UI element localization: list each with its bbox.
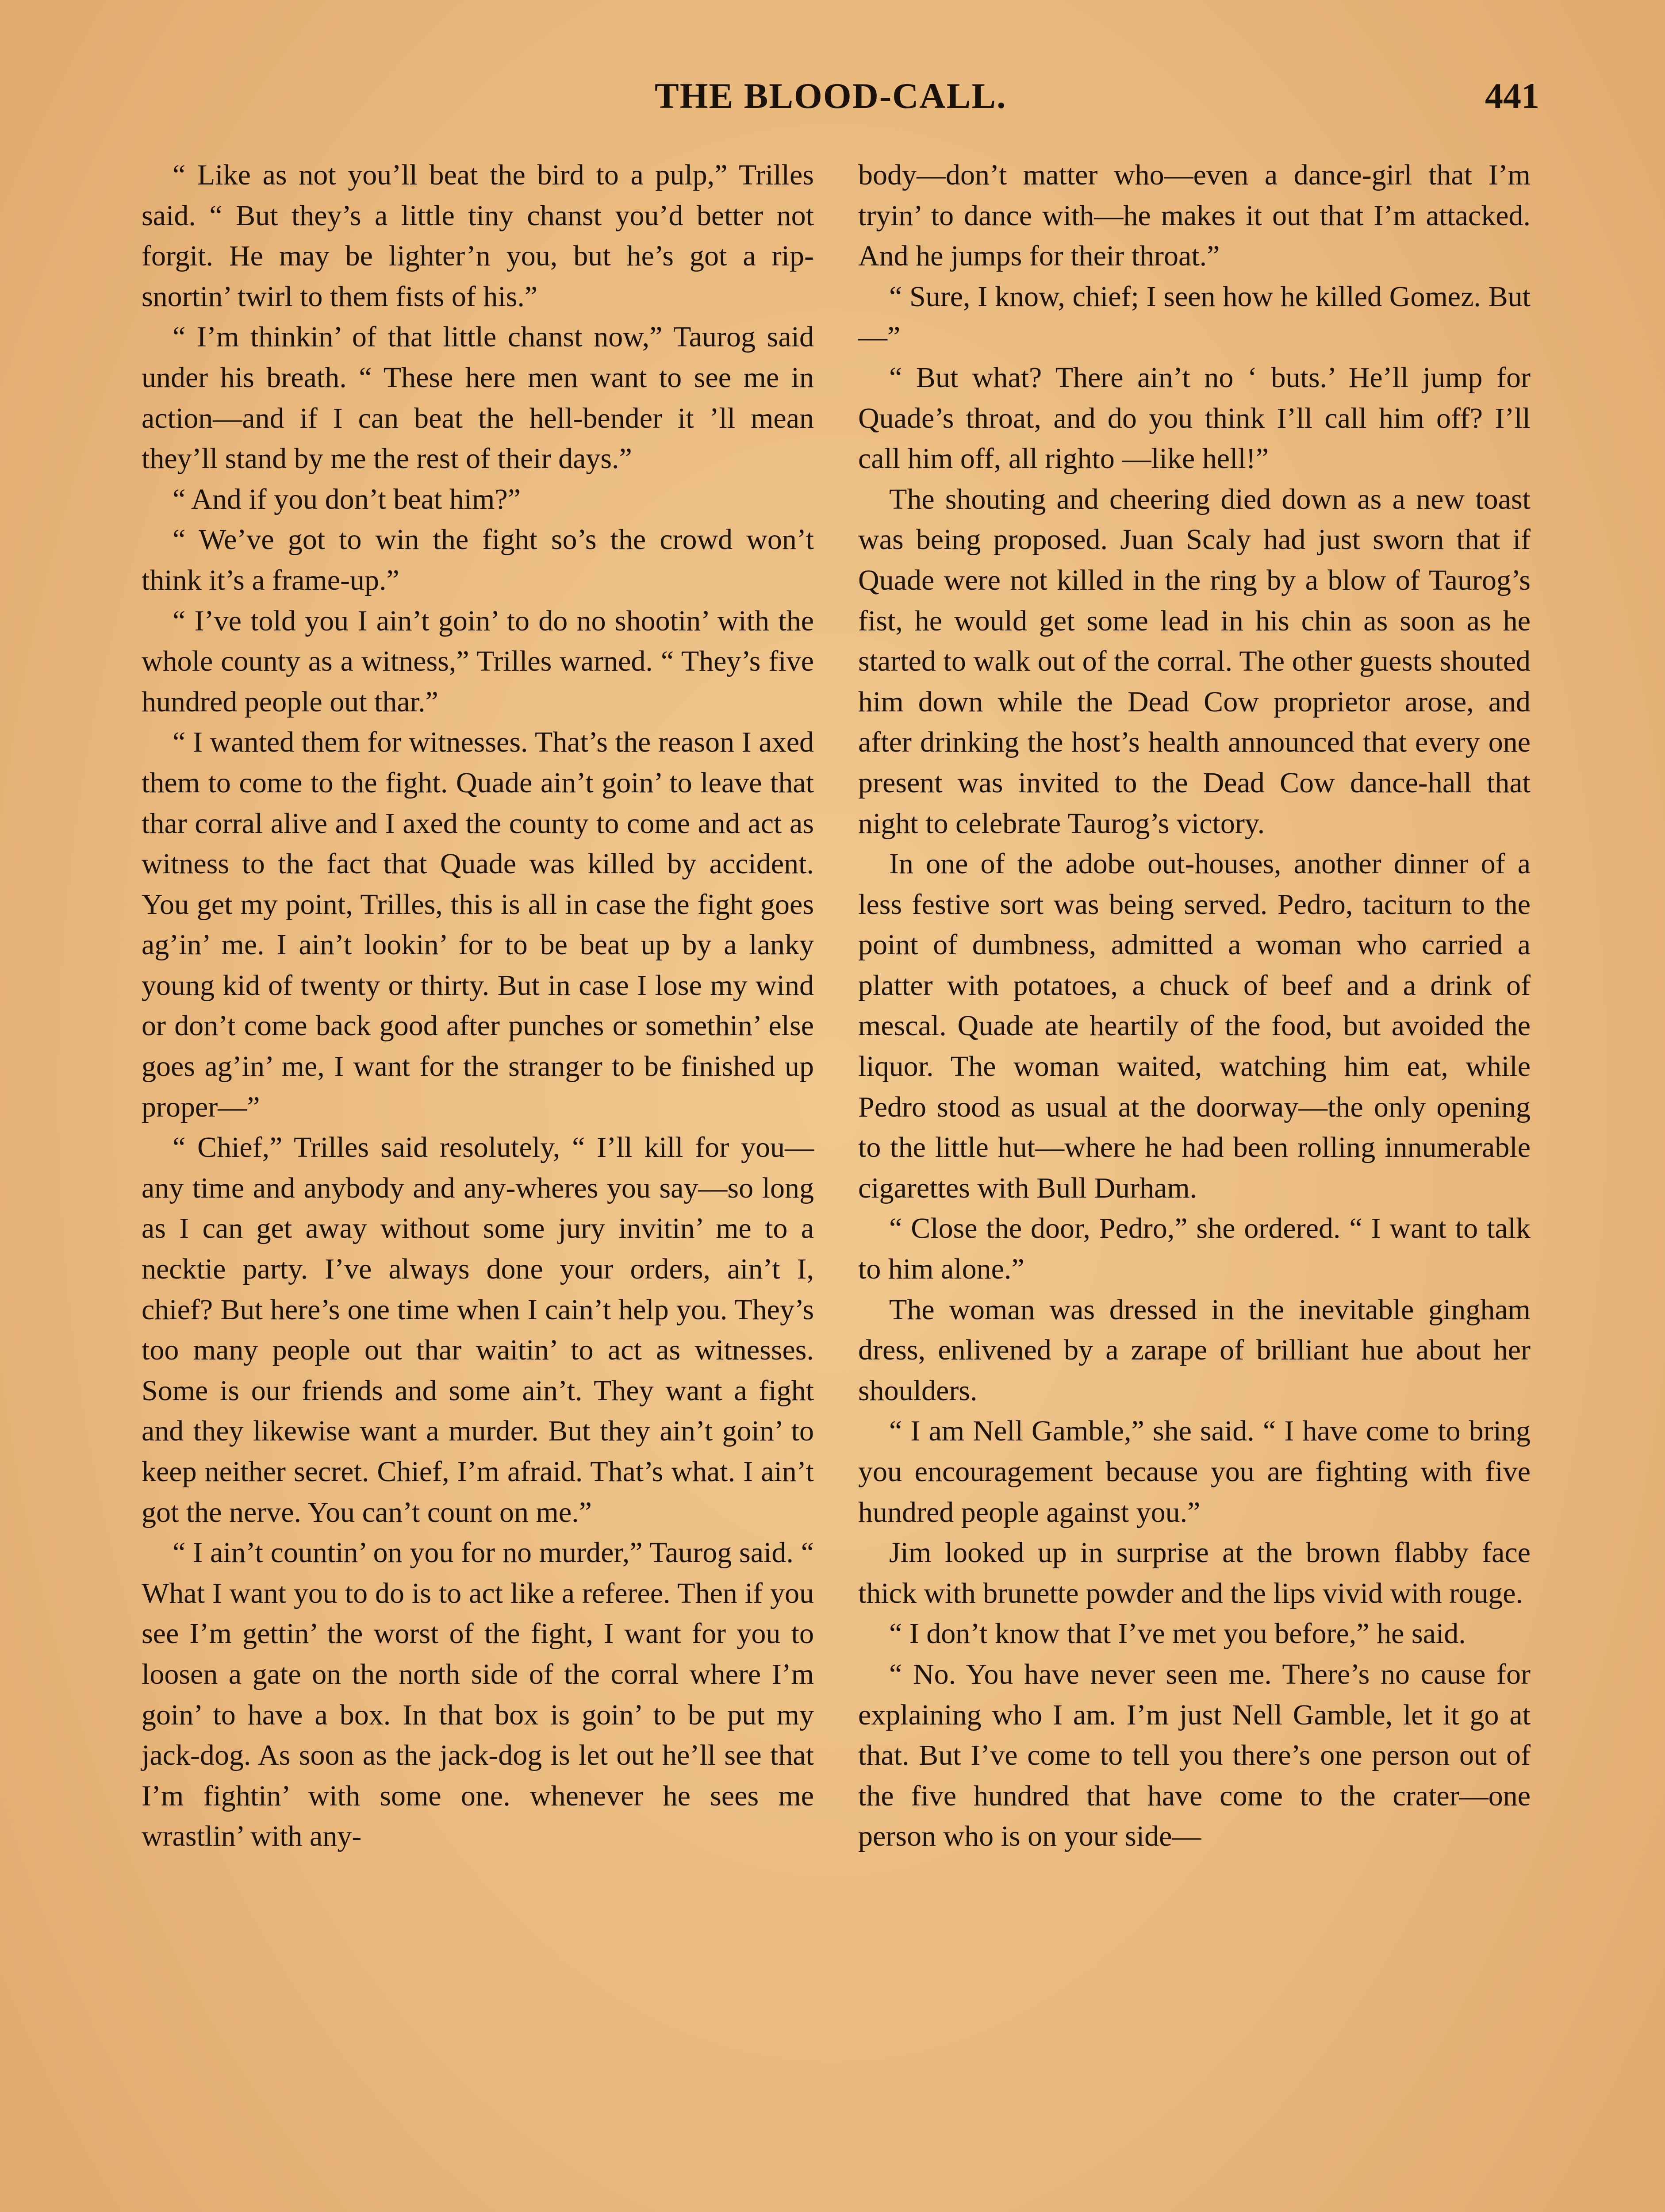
- paragraph: Jim looked up in surprise at the brown flabby face thick with brunette powder and the lips vivid with rouge.: [858, 1536, 1531, 1609]
- paragraph: The woman was dressed in the inevitable gingham dress, enlivened by a zarape of brilliant hue about her shoulders.: [858, 1293, 1531, 1407]
- paragraph: “ Like as not you’ll beat the bird to a pulp,” Trilles said. “ But they’s a little tiny chanst you’d better not forgit. He may be lighter’n you, but he’s got a rip-snortin’ twirl to them fists of his.”: [142, 159, 814, 313]
- right-text-column: [858, 155, 1531, 1857]
- paragraph: “ Chief,” Trilles said resolutely, “ I’ll kill for you—any time and anybody and any-wheres you say—so long as I can get away without some jury invitin’ me to a necktie party. I’ve always done your orders, ain’t I, chief? But here’s one time when I cain’t help you. They’s too many people out thar waitin’ to act as witnesses. Some is our friends and some ain’t. They want a fight and they likewise want a murder. But they ain’t goin’ to keep neither secret. Chief, I’m afraid. That’s what. I ain’t got the nerve. You can’t count on me.”: [142, 1131, 814, 1528]
- paragraph: “ I don’t know that I’ve met you before,” he said.: [889, 1617, 1466, 1650]
- paragraph: “ But what? There ain’t no ‘ buts.’ He’ll jump for Quade’s throat, and do you think I’ll call him off? I’ll call him off, all righto —like hell!”: [858, 361, 1531, 475]
- paragraph: “ I’m thinkin’ of that little chanst now,” Taurog said under his breath. “ These here men want to see me in action—and if I can beat the hell-bender it ’ll mean they’ll stand by me the rest of their days.”: [142, 321, 814, 475]
- paragraph: “ I’ve told you I ain’t goin’ to do no shootin’ with the whole county as a witness,” Trilles warned. “ They’s five hundred people out thar.”: [142, 604, 814, 718]
- paragraph: “ Sure, I know, chief; I seen how he killed Gomez. But—”: [858, 280, 1531, 353]
- running-title: THE BLOOD-CALL.: [655, 76, 1007, 116]
- page-number: 441: [1485, 76, 1539, 116]
- paragraph: “ I wanted them for witnesses. That’s the reason I axed them to come to the fight. Quade ain’t goin’ to leave that thar corral alive and I axed the county to come and act as witness to the fact that Quade was killed by accident. You get my point, Trilles, this is all in case the fight goes ag’in’ me. I ain’t lookin’ for to be beat up by a lanky young kid of twenty or thirty. But in case I lose my wind or don’t come back good after punches or somethin’ else goes ag’in’ me, I want for the stranger to be finished up proper—”: [142, 726, 814, 1123]
- paragraph: In one of the adobe out-houses, another dinner of a less festive sort was being served. Pedro, taciturn to the point of dumbness, admitted a woman who carried a platter with potatoes, a chuck of beef and a drink of mescal. Quade ate heartily of the food, but avoided the liquor. The woman waited, watching him eat, while Pedro stood as usual at the doorway—the only opening to the little hut—where he had been rolling innumerable cigarettes with Bull Durham.: [858, 848, 1531, 1204]
- paragraph: “ I ain’t countin’ on you for no murder,” Taurog said. “ What I want you to do is to act like a referee. Then if you see I’m gettin’ the worst of the fight, I want for you to loosen a gate on the north side of the corral where I’m goin’ to have a box. In that box is goin’ to be put my jack-dog. As soon as the jack-dog is let out he’ll see that I’m fightin’ with some one. whenever he sees me wrastlin’ with any-: [142, 1536, 814, 1853]
- left-text-column: [142, 155, 814, 1857]
- paragraph: “ Close the door, Pedro,” she ordered. “ I want to talk to him alone.”: [858, 1212, 1531, 1286]
- paragraph: “ I am Nell Gamble,” she said. “ I have come to bring you encouragement because you are fighting with five hundred people against you.”: [858, 1415, 1531, 1528]
- paragraph: “ No. You have never seen me. There’s no cause for explaining who I am. I’m just Nell Gamble, let it go at that. But I’ve come to tell you there’s one person out of the five hundred that have come to the crater—one person who is on your side—: [858, 1658, 1531, 1853]
- page-header: [655, 75, 1539, 128]
- paragraph: The shouting and cheering died down as a new toast was being proposed. Juan Scaly had just sworn that if Quade were not killed in the ring by a blow of Taurog’s fist, he would get some lead in his chin as soon as he started to walk out of the corral. The other guests shouted him down while the Dead Cow proprietor arose, and after drinking the host’s health announced that every one present was invited to the Dead Cow dance-hall that night to celebrate Taurog’s victory.: [858, 483, 1531, 840]
- paragraph: body—don’t matter who—even a dance-girl that I’m tryin’ to dance with—he makes it out that I’m attacked. And he jumps for their throat.”: [858, 159, 1531, 273]
- paragraph: “ And if you don’t beat him?”: [173, 483, 521, 515]
- paragraph: “ We’ve got to win the fight so’s the crowd won’t think it’s a frame-up.”: [142, 523, 814, 596]
